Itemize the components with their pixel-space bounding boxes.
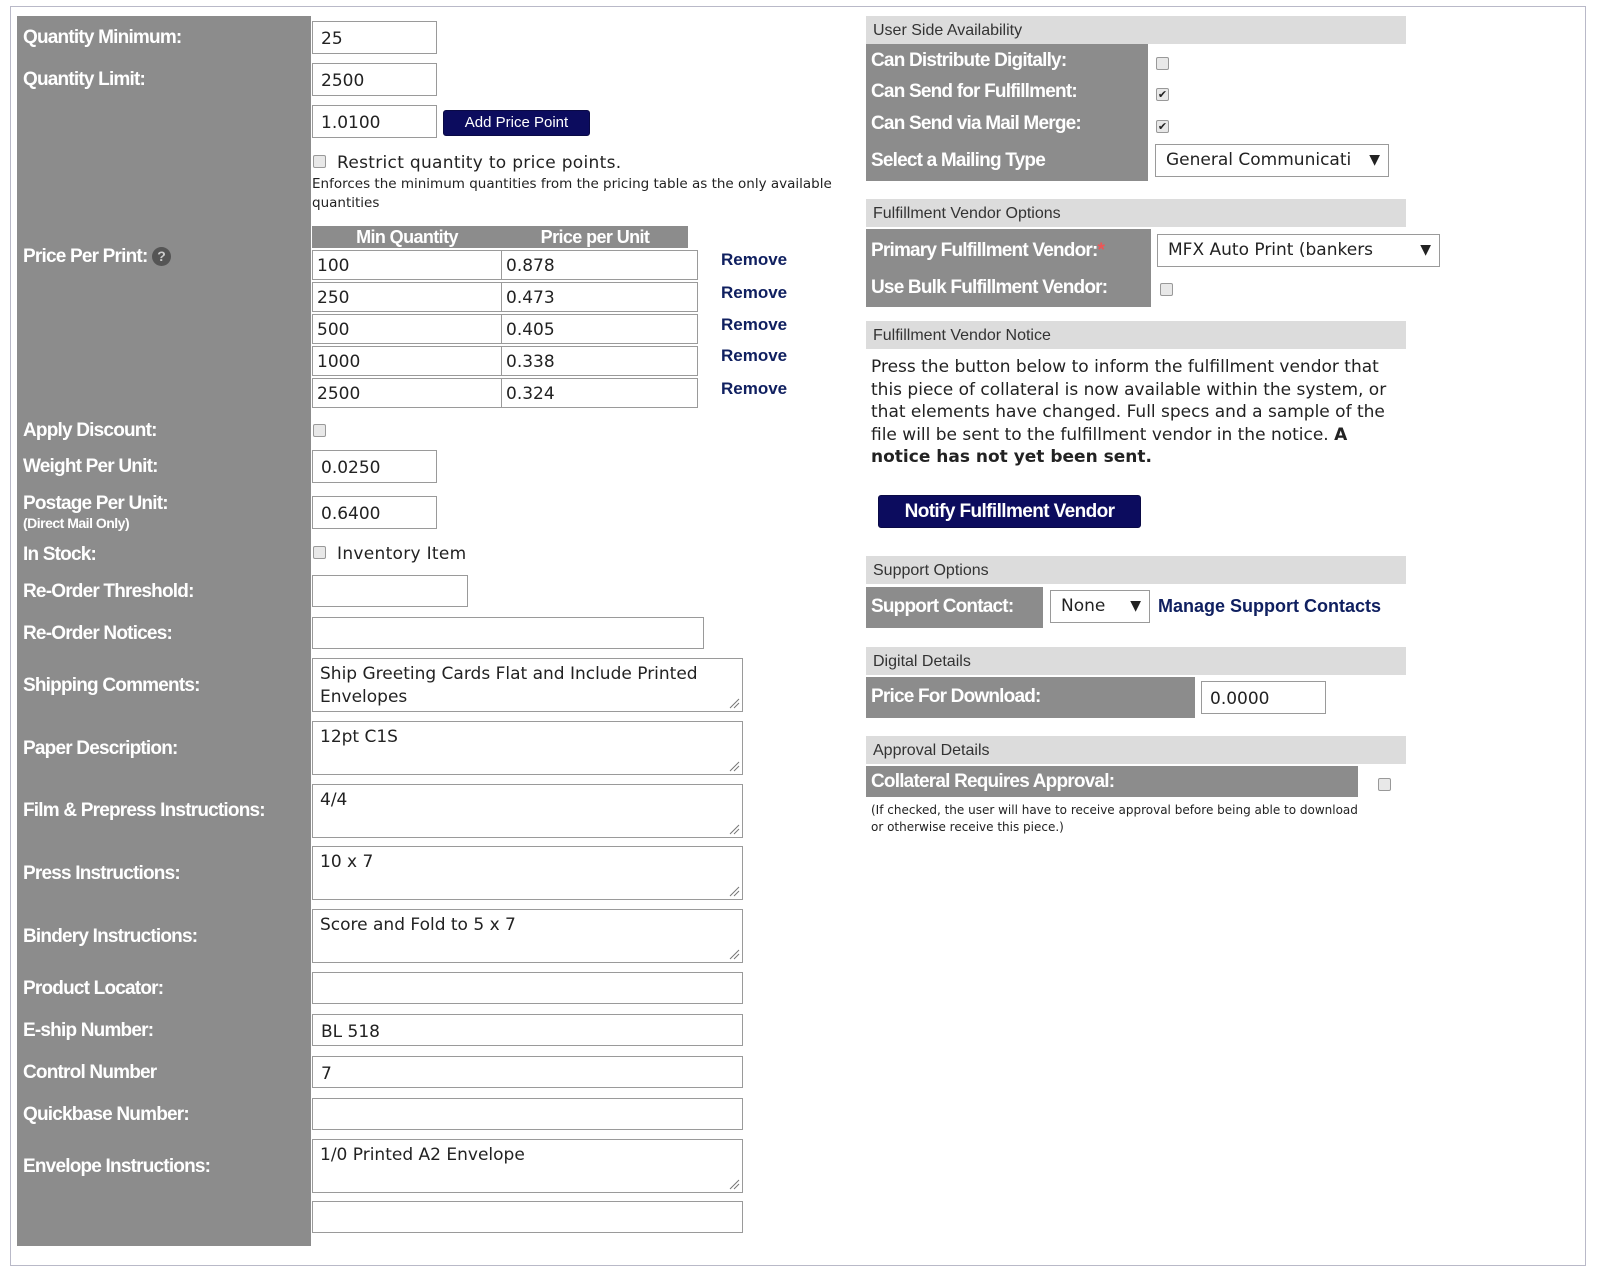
postage-per-unit-input[interactable]: 0.6400 <box>312 496 437 529</box>
bulk-vendor-label: Use Bulk Fulfillment Vendor: <box>871 277 1108 298</box>
eship-number-label: E-ship Number: <box>23 1020 154 1041</box>
reorder-notices-input[interactable] <box>312 617 704 649</box>
remove-link[interactable]: Remove <box>721 250 788 269</box>
primary-vendor-select[interactable] <box>1157 234 1440 267</box>
resize-grip-icon[interactable] <box>729 824 740 835</box>
qty-cell[interactable]: 250 <box>312 282 502 312</box>
postage-sublabel: (Direct Mail Only) <box>23 515 130 531</box>
paper-description-text: 12pt C1S <box>320 727 398 747</box>
remove-link[interactable]: Remove <box>721 283 788 302</box>
inventory-item-checkbox[interactable] <box>313 546 326 559</box>
price-for-download-label: Price For Download: <box>866 677 1195 718</box>
help-icon[interactable]: ? <box>152 247 171 266</box>
resize-grip-icon[interactable] <box>729 1179 740 1190</box>
chevron-down-icon: ▼ <box>1420 242 1431 258</box>
qty-cell[interactable]: 1000 <box>312 346 502 376</box>
bindery-instructions-label: Bindery Instructions: <box>23 926 198 947</box>
next-field-input[interactable] <box>312 1201 743 1233</box>
apply-discount-checkbox[interactable] <box>313 424 326 437</box>
add-price-point-button[interactable]: Add Price Point <box>443 110 590 136</box>
min-quantity-header: Min Quantity <box>312 226 502 248</box>
quickbase-number-input[interactable] <box>312 1098 743 1130</box>
shipping-comments-text: Ship Greeting Cards Flat and Include Printed Envelopes <box>320 664 704 707</box>
resize-grip-icon[interactable] <box>729 698 740 709</box>
remove-link[interactable]: Remove <box>721 346 788 365</box>
reorder-notices-label: Re-Order Notices: <box>23 623 172 644</box>
price-cell[interactable]: 0.878 <box>501 250 698 280</box>
weight-per-unit-input[interactable]: 0.0250 <box>312 450 437 483</box>
quickbase-number-label: Quickbase Number: <box>23 1104 189 1125</box>
shipping-comments-textarea[interactable] <box>312 658 743 712</box>
film-prepress-label: Film & Prepress Instructions: <box>23 800 265 821</box>
fulfillment-options-header: Fulfillment Vendor Options <box>866 199 1406 227</box>
distribute-digitally-label: Can Distribute Digitally: <box>871 50 1067 71</box>
resize-grip-icon[interactable] <box>729 761 740 772</box>
qty-cell[interactable]: 2500 <box>312 378 502 408</box>
price-cell[interactable]: 0.405 <box>501 314 698 344</box>
quantity-limit-label: Quantity Limit: <box>23 69 146 90</box>
quantity-limit-input[interactable]: 2500 <box>312 63 437 96</box>
postage-per-unit-label: Postage Per Unit: (Direct Mail Only) <box>23 493 168 531</box>
mailing-type-select[interactable] <box>1155 144 1389 177</box>
film-prepress-textarea[interactable] <box>312 784 743 838</box>
eship-number-input[interactable]: BL 518 <box>312 1014 743 1046</box>
control-number-input[interactable]: 7 <box>312 1056 743 1088</box>
mail-merge-label: Can Send via Mail Merge: <box>871 113 1081 134</box>
fulfillment-notice-text: Press the button below to inform the fulfillment vendor that this piece of collateral is now available within the system, or that elements have changed. Full specs and a sample of the file will be sent to the fulfillment vendor in the notice. A notice has not yet been sent. <box>871 357 1387 467</box>
price-per-print-label: Price Per Print: ? <box>23 246 171 268</box>
envelope-instructions-label: Envelope Instructions: <box>23 1156 211 1177</box>
user-side-header: User Side Availability <box>866 16 1406 44</box>
resize-grip-icon[interactable] <box>729 949 740 960</box>
support-contact-label: Support Contact: <box>866 587 1043 628</box>
envelope-instructions-text: 1/0 Printed A2 Envelope <box>320 1145 525 1165</box>
support-contact-select[interactable] <box>1050 590 1150 623</box>
collateral-approval-checkbox[interactable] <box>1378 778 1391 791</box>
mailing-type-label: Select a Mailing Type <box>871 150 1045 171</box>
chevron-down-icon: ▼ <box>1369 152 1380 168</box>
restrict-label: Restrict quantity to price points. <box>337 153 622 173</box>
bindery-instructions-text: Score and Fold to 5 x 7 <box>320 915 516 935</box>
price-cell[interactable]: 0.473 <box>501 282 698 312</box>
weight-per-unit-label: Weight Per Unit: <box>23 456 158 477</box>
apply-discount-label: Apply Discount: <box>23 420 157 441</box>
press-instructions-label: Press Instructions: <box>23 863 180 884</box>
restrict-note: Enforces the minimum quantities from the pricing table as the only available quantities <box>312 176 832 211</box>
press-instructions-textarea[interactable] <box>312 846 743 900</box>
required-marker: * <box>1097 240 1105 261</box>
shipping-comments-label: Shipping Comments: <box>23 675 200 696</box>
qty-cell[interactable]: 100 <box>312 250 502 280</box>
restrict-checkbox[interactable] <box>313 155 326 168</box>
press-instructions-text: 10 x 7 <box>320 852 374 872</box>
remove-link[interactable]: Remove <box>721 315 788 334</box>
chevron-down-icon: ▼ <box>1130 598 1141 614</box>
support-options-header: Support Options <box>866 556 1406 584</box>
qty-cell[interactable]: 500 <box>312 314 502 344</box>
distribute-digitally-checkbox[interactable] <box>1156 57 1169 70</box>
bindery-instructions-textarea[interactable] <box>312 909 743 963</box>
quantity-minimum-label: Quantity Minimum: <box>23 27 182 48</box>
in-stock-label: In Stock: <box>23 544 97 565</box>
film-prepress-text: 4/4 <box>320 790 348 810</box>
mailing-type-value: General Communicati <box>1166 150 1352 170</box>
digital-details-header: Digital Details <box>866 647 1406 675</box>
control-number-label: Control Number <box>23 1062 157 1083</box>
resize-grip-icon[interactable] <box>729 886 740 897</box>
notice-status: A notice has not yet been sent. <box>871 424 1348 467</box>
mail-merge-checkbox[interactable]: ✔ <box>1157 120 1168 133</box>
price-per-unit-header: Price per Unit <box>502 226 688 248</box>
price-for-download-input[interactable]: 0.0000 <box>1201 681 1326 714</box>
envelope-instructions-textarea[interactable] <box>312 1139 743 1193</box>
reorder-threshold-input[interactable] <box>312 575 468 607</box>
primary-vendor-value: MFX Auto Print (bankers <box>1168 240 1374 260</box>
send-fulfillment-label: Can Send for Fulfillment: <box>871 81 1077 102</box>
remove-link[interactable]: Remove <box>721 379 788 398</box>
paper-description-label: Paper Description: <box>23 738 178 759</box>
inventory-item-label: Inventory Item <box>337 544 467 564</box>
reorder-threshold-label: Re-Order Threshold: <box>23 581 194 602</box>
fulfillment-notice-header: Fulfillment Vendor Notice <box>866 321 1406 349</box>
primary-vendor-label: Primary Fulfillment Vendor:* <box>871 240 1105 261</box>
price-cell[interactable]: 0.324 <box>501 378 698 408</box>
send-fulfillment-checkbox[interactable]: ✔ <box>1157 88 1168 101</box>
quantity-minimum-input[interactable]: 25 <box>312 21 437 54</box>
approval-details-header: Approval Details <box>866 736 1406 764</box>
product-locator-input[interactable] <box>312 972 743 1004</box>
notify-fulfillment-vendor-button[interactable]: Notify Fulfillment Vendor <box>878 495 1141 528</box>
bulk-vendor-checkbox[interactable] <box>1160 283 1173 296</box>
support-contact-value: None <box>1061 596 1106 616</box>
approval-note: (If checked, the user will have to receive approval before being able to download or otherwise receive this piece.) <box>871 803 1358 834</box>
price-point-input[interactable]: 1.0100 <box>312 105 437 138</box>
collateral-approval-label: Collateral Requires Approval: <box>866 766 1358 797</box>
manage-support-contacts-link[interactable]: Manage Support Contacts <box>1158 596 1382 616</box>
paper-description-textarea[interactable] <box>312 721 743 775</box>
price-cell[interactable]: 0.338 <box>501 346 698 376</box>
product-locator-label: Product Locator: <box>23 978 164 999</box>
